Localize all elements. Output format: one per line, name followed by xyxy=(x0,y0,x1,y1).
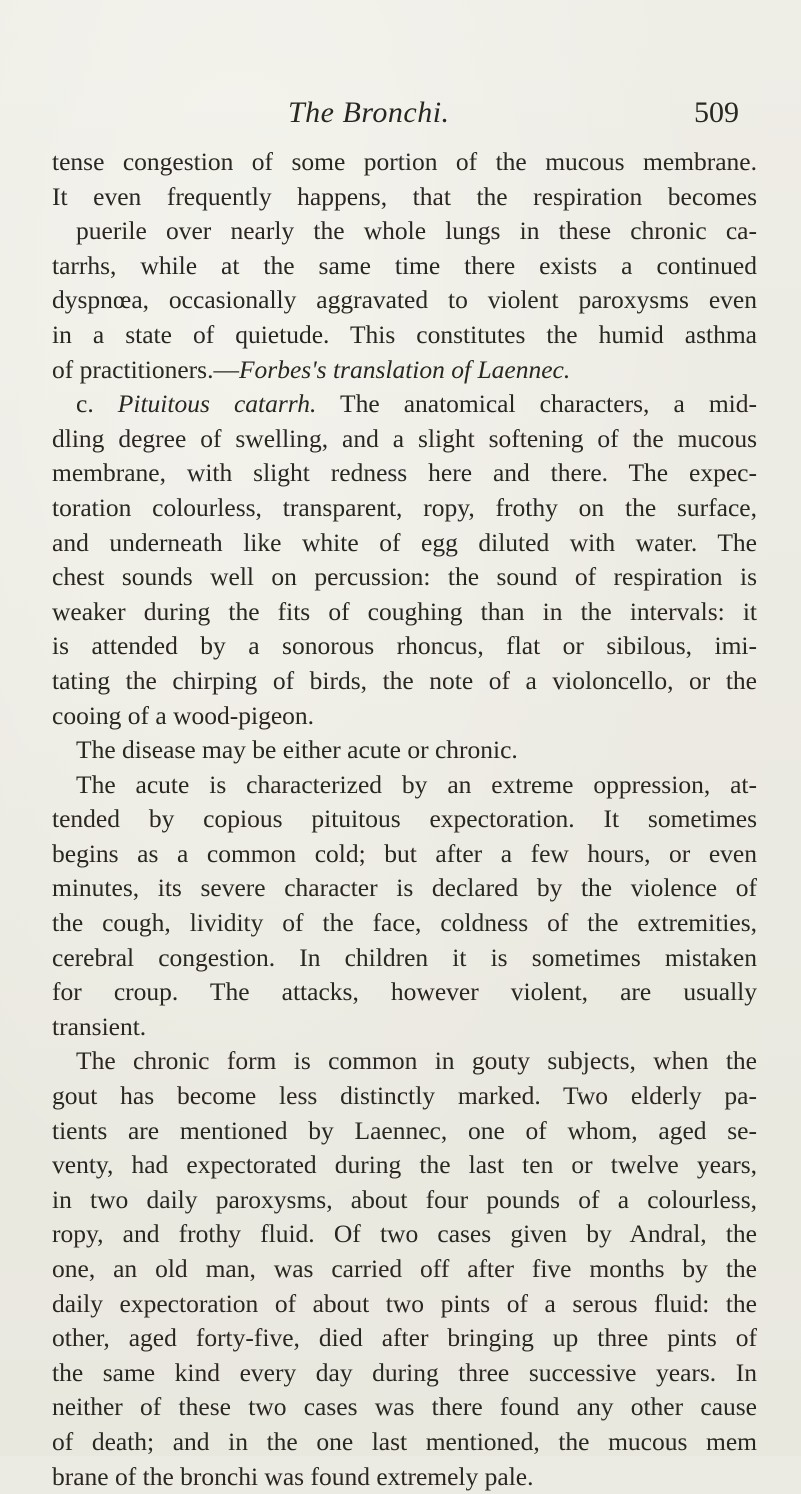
text-line: tended by copious pituitous expectoration. It sometimes xyxy=(52,804,757,834)
running-head: The Bronchi. xyxy=(288,96,450,129)
body-text xyxy=(52,145,757,1494)
section-letter: c. xyxy=(76,389,118,419)
text-line: for croup. The attacks, however violent, are usually xyxy=(52,977,757,1007)
text-line: transient. xyxy=(52,1011,147,1041)
text-line: puerile over nearly the whole lungs in these chronic ca- xyxy=(76,216,757,246)
text-line: membrane, with slight redness here and there. The expec- xyxy=(52,458,757,488)
text-line: tarrhs, while at the same time there exists a continued xyxy=(52,250,757,280)
text-line: dyspnœa, occasionally aggravated to violent paroxysms even xyxy=(52,285,757,315)
page-number: 509 xyxy=(694,96,739,129)
section-heading: Pituitous catarrh. xyxy=(117,389,317,419)
text-line-citation xyxy=(52,353,757,388)
section-heading-tail: The anatomical characters, a mid- xyxy=(316,389,757,419)
text-line: the cough, lividity of the face, coldness of the extremities, xyxy=(52,908,757,938)
text-line: one, an old man, was carried off after five months by the xyxy=(52,1254,757,1283)
text-line: chest sounds well on percussion: the sound of respiration is xyxy=(52,562,757,592)
text-line: The acute is characterized by an extreme oppression, at- xyxy=(76,769,757,799)
text-line: daily expectoration of about two pints of a serous fluid: the xyxy=(52,1288,757,1318)
text-line: The disease may be either acute or chronic. xyxy=(76,735,518,765)
text-line: ropy, and frothy fluid. Of two cases given by Andral, the xyxy=(52,1219,757,1249)
text-line: tating the chirping of birds, the note of a violoncello, or the xyxy=(52,665,757,695)
text-line: gout has become less distinctly marked. Two elderly pa- xyxy=(52,1081,757,1111)
page-header xyxy=(0,96,801,136)
text-line: tients are mentioned by Laennec, one of whom, aged se- xyxy=(52,1115,757,1145)
section-heading-line xyxy=(52,387,757,422)
text-line: brane of the bronchi was found extremely pale. xyxy=(52,1461,534,1491)
text-line: toration colourless, transparent, ropy, frothy on the surface, xyxy=(52,492,757,522)
text-line: in a state of quietude. This constitutes the humid asthma xyxy=(52,319,757,349)
text-line: of practitioners.— xyxy=(52,354,239,384)
text-line: and underneath like white of egg diluted with water. The xyxy=(52,527,757,557)
text-line: weaker during the fits of coughing than in the intervals: it xyxy=(52,596,757,626)
text-line: It even frequently happens, that the respiration becomes xyxy=(52,181,757,211)
text-line: dling degree of swelling, and a slight softening of the mucous xyxy=(52,423,757,453)
text-line: cooing of a wood-pigeon. xyxy=(52,700,315,730)
text-line: in two daily paroxysms, about four pounds of a colourless, xyxy=(52,1184,757,1214)
text-line: The chronic form is common in gouty subjects, when the xyxy=(76,1046,757,1076)
citation-italic: Forbes's translation of Laennec. xyxy=(238,354,571,384)
text-line: other, aged forty-five, died after bringing up three pints of xyxy=(52,1323,757,1353)
text-line: begins as a common cold; but after a few hours, or even xyxy=(52,838,757,868)
text-line: neither of these two cases was there found any other cause xyxy=(52,1392,757,1422)
text-line: venty, had expectorated during the last ten or twelve years, xyxy=(52,1150,757,1180)
text-line: is attended by a sonorous rhoncus, flat or sibilous, imi- xyxy=(52,631,757,661)
text-line: of death; and in the one last mentioned, the mucous mem xyxy=(52,1426,757,1456)
text-line: minutes, its severe character is declared by the violence of xyxy=(52,873,757,903)
text-line: tense congestion of some portion of the mucous membrane. xyxy=(52,147,757,176)
text-line: the same kind every day during three successive years. In xyxy=(52,1357,757,1387)
text-line: cerebral congestion. In children it is sometimes mistaken xyxy=(52,942,757,972)
